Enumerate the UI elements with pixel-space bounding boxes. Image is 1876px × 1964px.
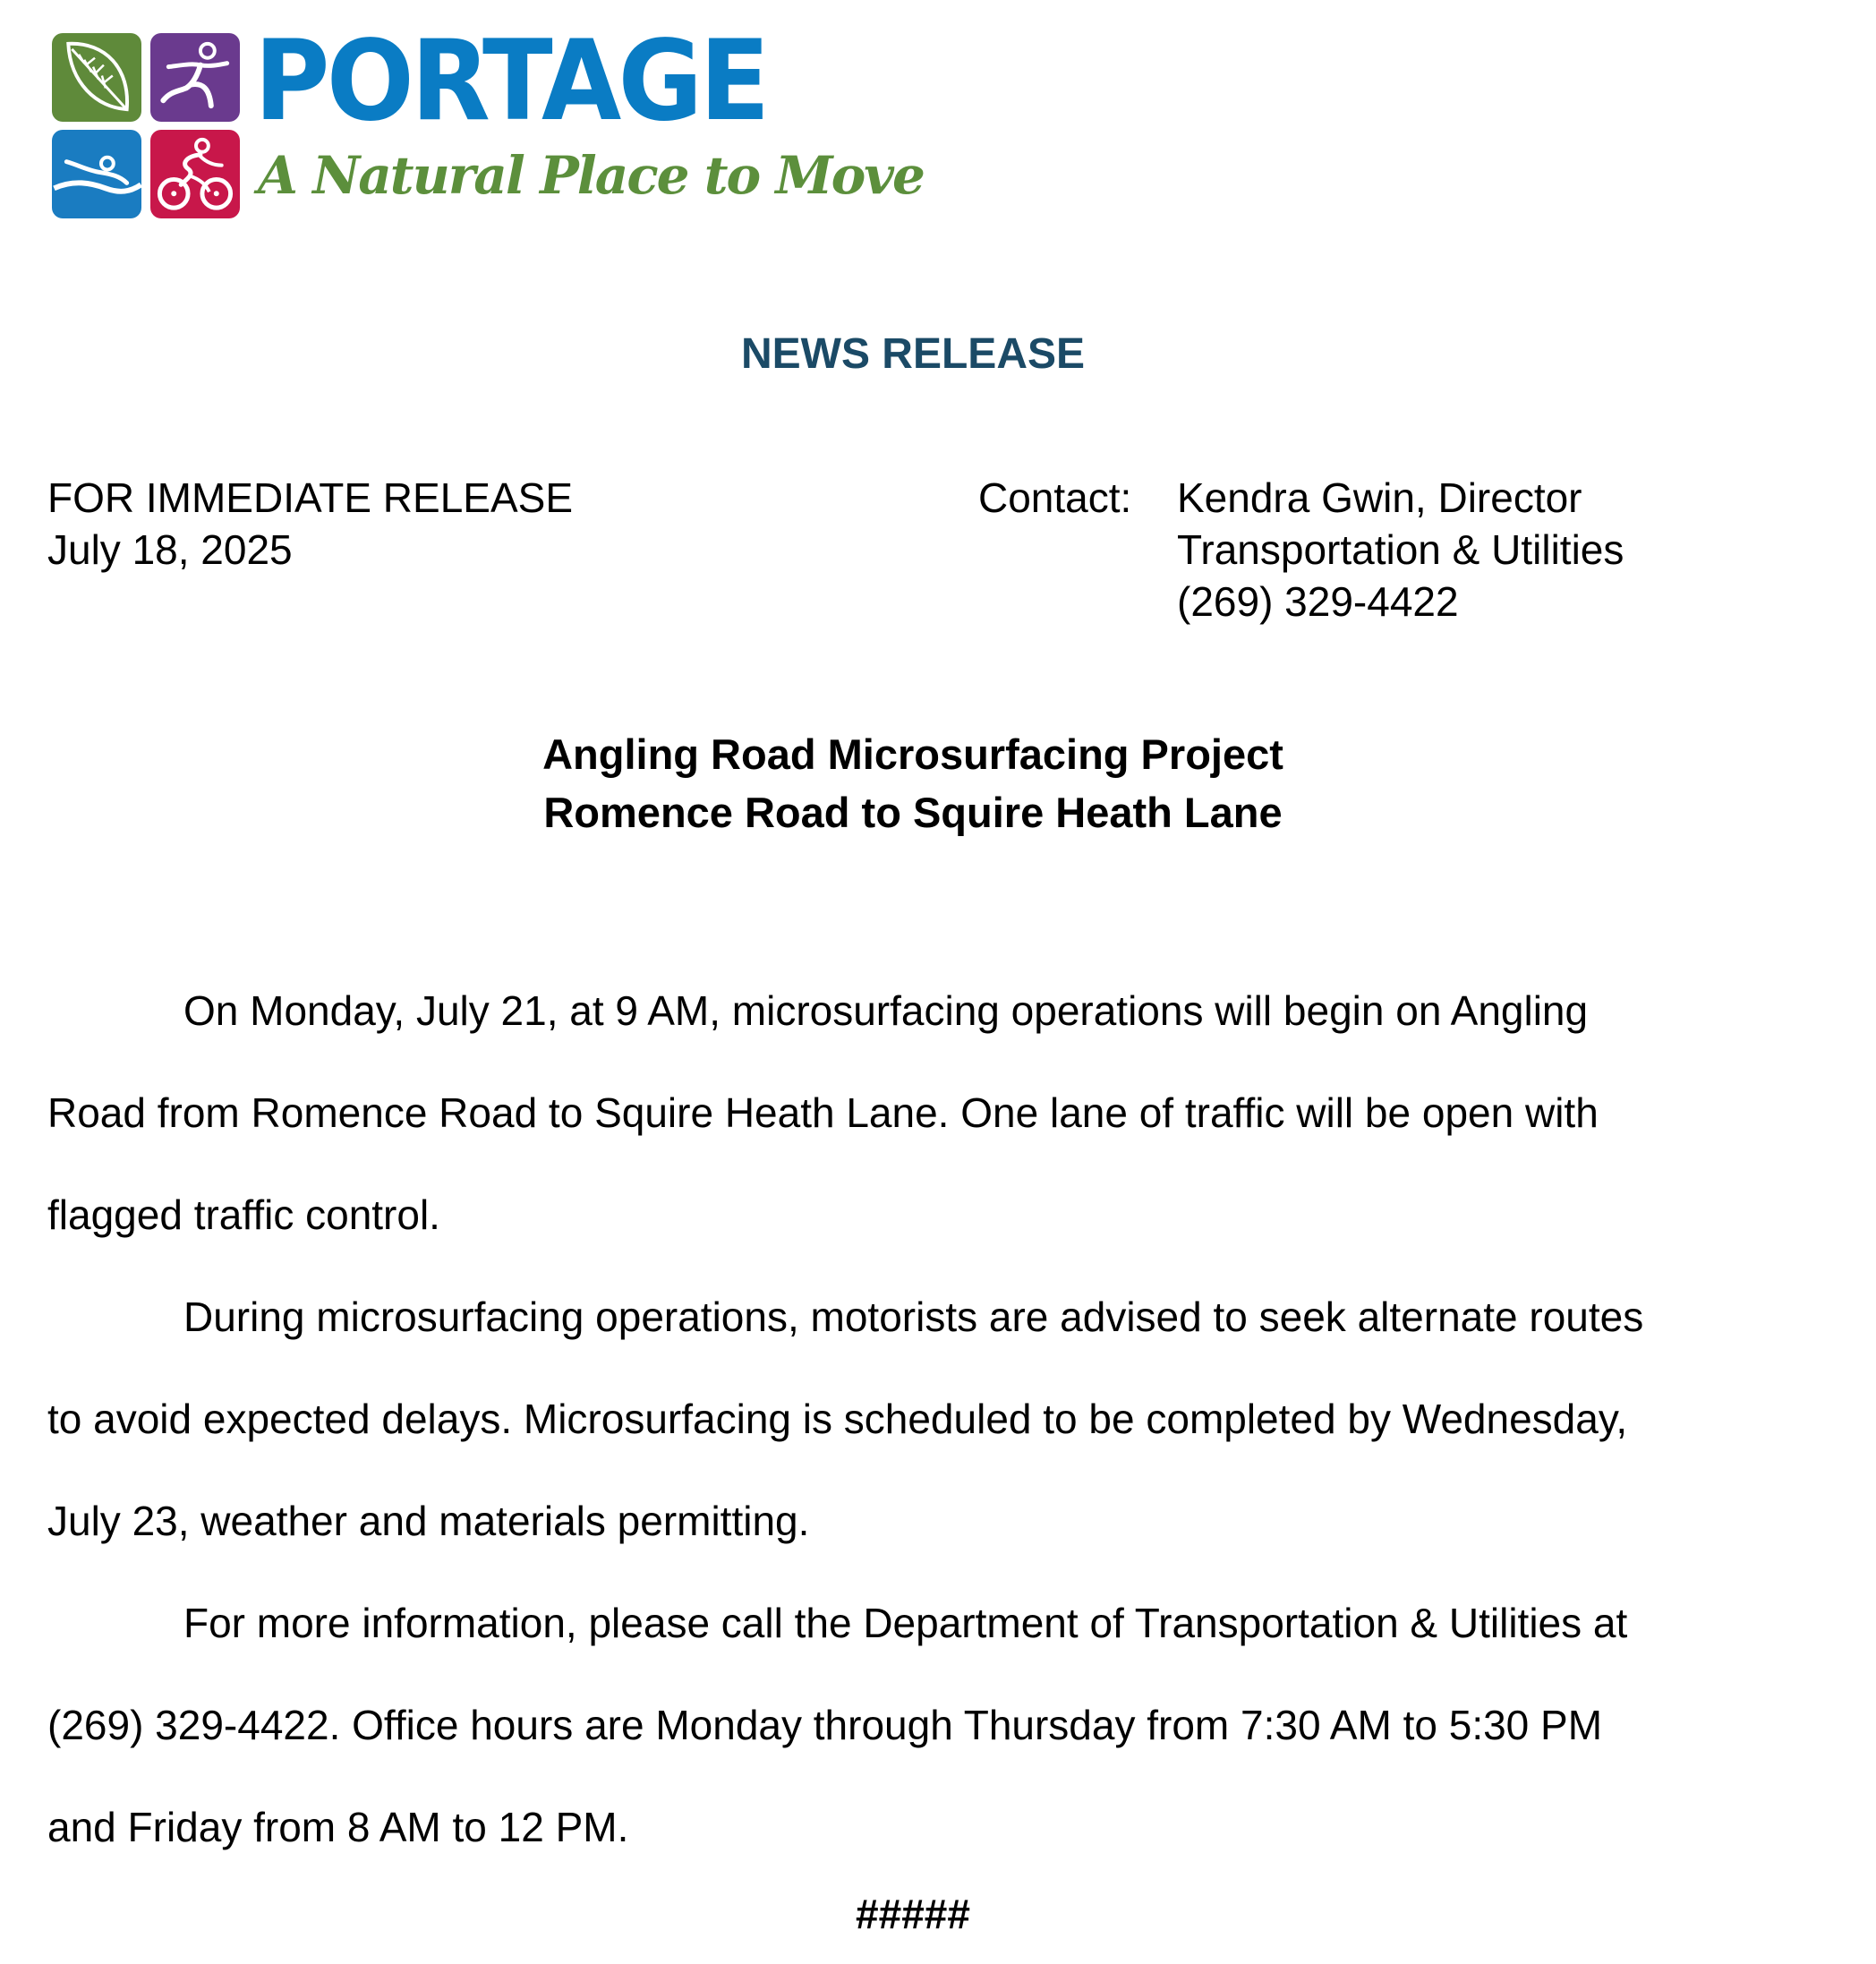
runner-icon: [150, 33, 240, 122]
release-date: July 18, 2025: [47, 526, 293, 573]
news-release-heading: NEWS RELEASE: [740, 330, 1086, 378]
swimmer-icon: [52, 130, 141, 218]
end-marker: #####: [856, 1891, 970, 1937]
contact-label: Contact:: [978, 474, 1132, 521]
portage-logo: [50, 17, 924, 221]
paragraph-line: For more information, please call the Department of Transportation & Utilities at: [183, 1600, 1628, 1646]
logo-tagline: A Natural Place to Move: [258, 145, 924, 206]
cyclist-icon: [150, 130, 240, 218]
paragraph-2: [47, 1266, 1766, 1572]
paragraph-line: During microsurfacing operations, motorists are advised to seek alternate routes: [183, 1294, 1644, 1340]
release-body: [47, 960, 1766, 1878]
paragraph-1: [47, 960, 1766, 1266]
paragraph-line: (269) 329-4422. Office hours are Monday through Thursday from 7:30 AM to 5:30 PM: [47, 1702, 1603, 1748]
paragraph-line: July 23, weather and materials permitting.: [47, 1498, 810, 1544]
release-type: FOR IMMEDIATE RELEASE: [47, 474, 574, 521]
logo-wordmark: PORTAGE: [254, 17, 767, 146]
title-line-1: Angling Road Microsurfacing Project: [542, 730, 1283, 778]
paragraph-3: [47, 1572, 1766, 1878]
title-line-2: Romence Road to Squire Heath Lane: [543, 789, 1283, 836]
paragraph-line: Road from Romence Road to Squire Heath Lane. One lane of traffic will be open with: [47, 1089, 1599, 1136]
contact-phone: (269) 329-4422: [1177, 578, 1459, 625]
paragraph-line: and Friday from 8 AM to 12 PM.: [47, 1804, 629, 1850]
contact-details: [1177, 472, 1624, 628]
paragraph-line: flagged traffic control.: [47, 1191, 440, 1238]
leaf-icon: [52, 33, 141, 122]
release-info: [47, 472, 573, 576]
contact-department: Transportation & Utilities: [1177, 526, 1624, 573]
contact-name: Kendra Gwin, Director: [1177, 474, 1582, 521]
release-title: [0, 725, 1826, 841]
paragraph-line: to avoid expected delays. Microsurfacing is scheduled to be completed by Wednesday,: [47, 1396, 1628, 1442]
logo-tiles: [50, 31, 242, 221]
paragraph-line: On Monday, July 21, at 9 AM, microsurfacing operations will begin on Angling: [183, 987, 1589, 1034]
